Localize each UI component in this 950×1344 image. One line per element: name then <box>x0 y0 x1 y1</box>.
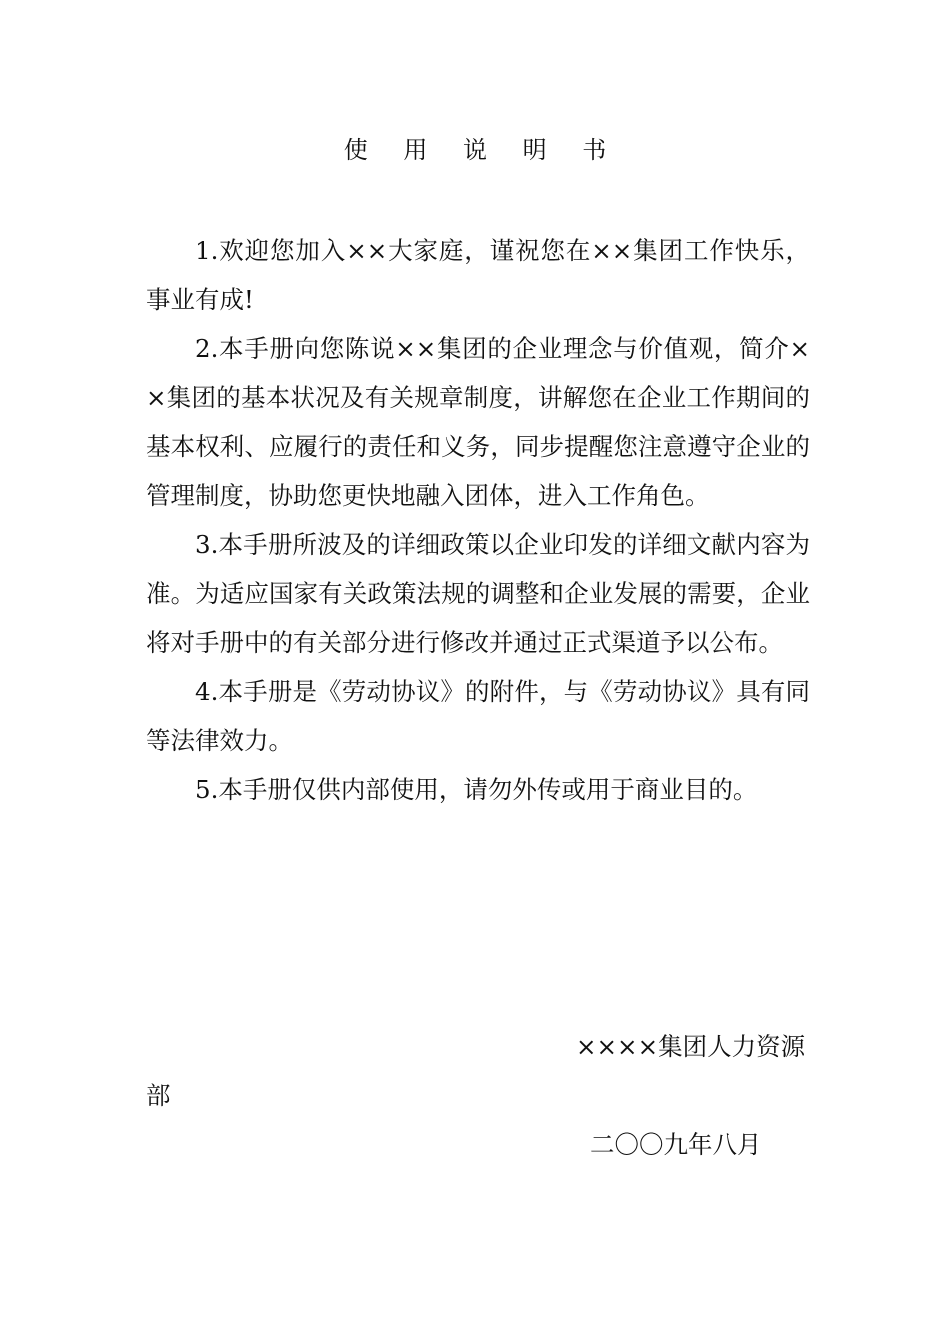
document-body <box>146 226 810 814</box>
paragraph-4: 4.本手册是《劳动协议》的附件，与《劳动协议》具有同等法律效力。 <box>146 677 810 755</box>
signature-organization: ××××集团人力资源部 <box>146 1032 806 1110</box>
document-title: 使 用 说 明 书 <box>343 136 621 164</box>
paragraph-3: 3.本手册所波及的详细政策以企业印发的详细文献内容为准。为适应国家有关政策法规的调整和企业发展的需要，企业将对手册中的有关部分进行修改并通过正式渠道予以公布。 <box>146 530 810 657</box>
paragraph-1: 1.欢迎您加入××大家庭，谨祝您在××集团工作快乐，事业有成! <box>146 236 810 314</box>
paragraph-5: 5.本手册仅供内部使用，请勿外传或用于商业目的。 <box>195 775 758 804</box>
signature-date: 二〇〇九年八月 <box>590 1130 762 1159</box>
paragraph-2: 2.本手册向您陈说××集团的企业理念与价值观，简介××集团的基本状况及有关规章制度，讲解您在企业工作期间的基本权利、应履行的责任和义务，同步提醒您注意遵守企业的管理制度，协助您更快地融入团体，进入工作角色。 <box>146 334 810 510</box>
